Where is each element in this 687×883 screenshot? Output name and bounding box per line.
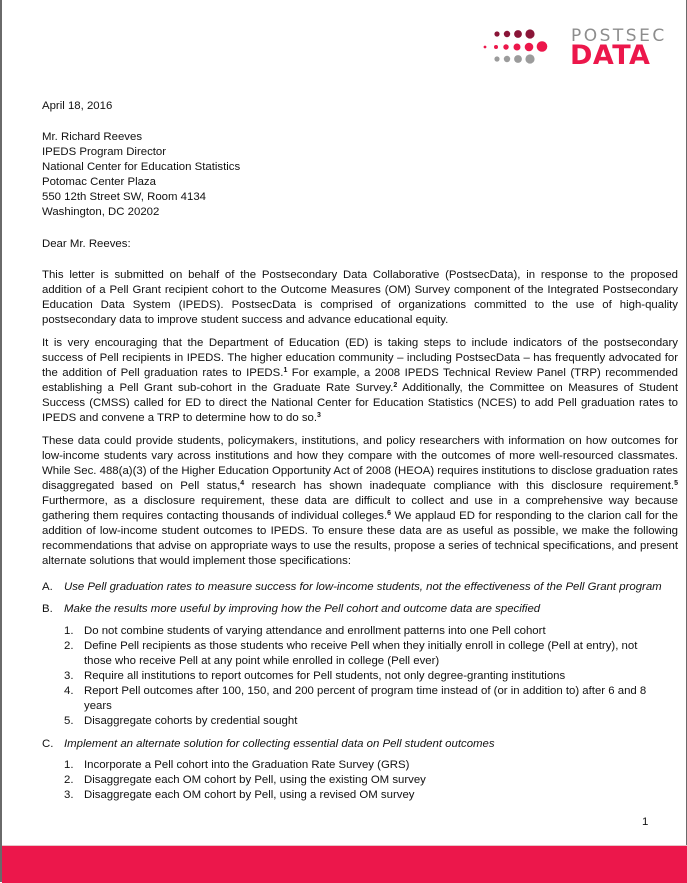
list-marker: 4. bbox=[64, 685, 74, 697]
list-marker: A. bbox=[42, 581, 53, 593]
subitem-text: Report Pell outcomes after 100, 150, and 200 percent of program time instead of (or in addition to) after 6 and 8 bbox=[84, 685, 647, 697]
subitem-text: Do not combine students of varying attendance and enrollment patterns into one Pell cohort bbox=[84, 625, 546, 637]
body-paragraph bbox=[42, 434, 678, 569]
list-marker: C. bbox=[42, 738, 54, 750]
subitem bbox=[64, 639, 637, 669]
recommendation-text: Implement an alternate solution for collecting essential data on Pell student outcomes bbox=[64, 738, 495, 750]
paragraph-text: These data could provide students, policymakers, institutions, and policy researchers with information on how outcomes for low-income students vary across institutions and how they compare with the outcomes of more well-resourced classmates. While Sec. 488(a)(3) of the Higher Education Opportunity Act of 2008 (HEOA) requires institutions to disclose graduation rates disaggregated based on Pell status, bbox=[42, 435, 678, 492]
list-marker: 3. bbox=[64, 789, 74, 801]
paragraph-text: We applaud ED for responding to the clarion call for the addition of low-income student outcomes to IPEDS. To ensure these data are as useful as possible, we make the following recommendations that advise on appropriate ways to use the results, propose a series of technical specifications, and present alternate solutions that would implement those specifications: bbox=[42, 510, 678, 567]
recipient-line: National Center for Education Statistics bbox=[42, 161, 241, 173]
footnote-marker: 6 bbox=[387, 510, 392, 517]
recommendation-text: Use Pell graduation rates to measure success for low-income students, not the effectiveness of the Pell Grant program bbox=[64, 581, 662, 593]
subitem bbox=[64, 788, 414, 803]
footnote-marker: 3 bbox=[317, 412, 321, 419]
paragraph-text: This letter is submitted on behalf of the Postsecondary Data Collaborative (PostsecData), in response to the proposed addition of a Pell Grant recipient cohort to the Outcome Measures (OM) Survey component of the Integrated Postsecondary Education Data System (IPEDS). PostsecData is comprised of organizations committed to the use of high-quality postsecondary data to improve student success and advance educational equity. bbox=[42, 269, 678, 326]
list-marker: 1. bbox=[64, 625, 74, 637]
logo-dots-icon bbox=[482, 27, 552, 69]
recipient-line: Mr. Richard Reeves bbox=[42, 131, 143, 143]
recommendation-c bbox=[42, 737, 495, 752]
subitem-text: Require all institutions to report outcomes for Pell students, not only degree-granting institutions bbox=[84, 670, 566, 682]
recommendation-a bbox=[42, 580, 662, 595]
list-marker: 5. bbox=[64, 715, 74, 727]
body-paragraph bbox=[42, 336, 678, 426]
recipient-address-block bbox=[42, 130, 678, 220]
paragraph-text: For example, a 2008 IPEDS Technical Review Panel (TRP) recommended establishing a Pell Grant sub-cohort in the Graduate Rate Survey. bbox=[42, 367, 679, 394]
subitem-text: Disaggregate each OM cohort by Pell, using a revised OM survey bbox=[84, 789, 415, 801]
subitem bbox=[64, 714, 297, 729]
recommendation-text: Make the results more useful by improving how the Pell cohort and outcome data are specified bbox=[64, 603, 541, 615]
subitem-text: those who receive Pell at any point while enrolled in college (Pell ever) bbox=[84, 655, 440, 667]
subitem-text: Incorporate a Pell cohort into the Graduation Rate Survey (GRS) bbox=[84, 759, 410, 771]
salutation: Dear Mr. Reeves: bbox=[42, 238, 131, 250]
subitem-text: Define Pell recipients as those students who receive Pell when they initially enroll in college (Pell at entry), not bbox=[84, 640, 638, 652]
recommendation-b bbox=[42, 602, 540, 617]
recipient-line: IPEDS Program Director bbox=[42, 146, 167, 158]
subitem bbox=[64, 758, 409, 773]
list-marker: 3. bbox=[64, 670, 74, 682]
paragraph-text: Furthermore, as a disclosure requirement, these data are difficult to collect and use in a comprehensive way because gathering them requires contacting thousands of individual colleges. bbox=[42, 495, 678, 522]
subitem-text: Disaggregate each OM cohort by Pell, using the existing OM survey bbox=[84, 774, 426, 786]
body-paragraph bbox=[42, 268, 678, 328]
footnote-marker: 2 bbox=[393, 382, 398, 389]
subitem-text: years bbox=[84, 700, 112, 712]
page-number: 1 bbox=[642, 816, 649, 828]
recipient-line: Potomac Center Plaza bbox=[42, 176, 156, 188]
letter-date: April 18, 2016 bbox=[42, 100, 113, 112]
paragraph-text: research has shown inadequate compliance with this disclosure requirement. bbox=[244, 480, 675, 492]
postsecdata-logo bbox=[482, 27, 682, 69]
logo-wordmark-bottom: DATA bbox=[570, 40, 651, 71]
subitem bbox=[64, 624, 546, 639]
footnote-marker: 4 bbox=[240, 480, 245, 487]
footnote-marker: 5 bbox=[674, 480, 678, 487]
logo-wordmark-top: POSTSEC bbox=[571, 26, 667, 46]
recipient-line: Washington, DC 20202 bbox=[42, 206, 160, 218]
list-marker: 2. bbox=[64, 774, 74, 786]
subitem bbox=[64, 773, 426, 788]
subitem bbox=[64, 684, 646, 714]
list-marker: 2. bbox=[64, 640, 74, 652]
list-marker: 1. bbox=[64, 759, 74, 771]
paragraph-text: Additionally, the Committee on Measures of Student Success (CMSS) called for ED to direct the National Center for Education Statistics (NCES) to add Pell graduation rates to IPEDS and convene a TRP to determine how to do so. bbox=[42, 382, 679, 424]
footnote-marker: 1 bbox=[283, 367, 288, 374]
footer-color-band bbox=[2, 845, 687, 883]
subitem bbox=[64, 669, 565, 684]
paragraph-text: It is very encouraging that the Department of Education (ED) is taking steps to include indicators of the postsecondary success of Pell recipients in IPEDS. The higher education community – including PostsecData – has frequently advocated for the addition of Pell graduation rates to IPEDS. bbox=[42, 337, 678, 379]
subitem-text: Disaggregate cohorts by credential sought bbox=[84, 715, 298, 727]
recipient-line: 550 12th Street SW, Room 4134 bbox=[42, 191, 206, 203]
list-marker: B. bbox=[42, 603, 53, 615]
